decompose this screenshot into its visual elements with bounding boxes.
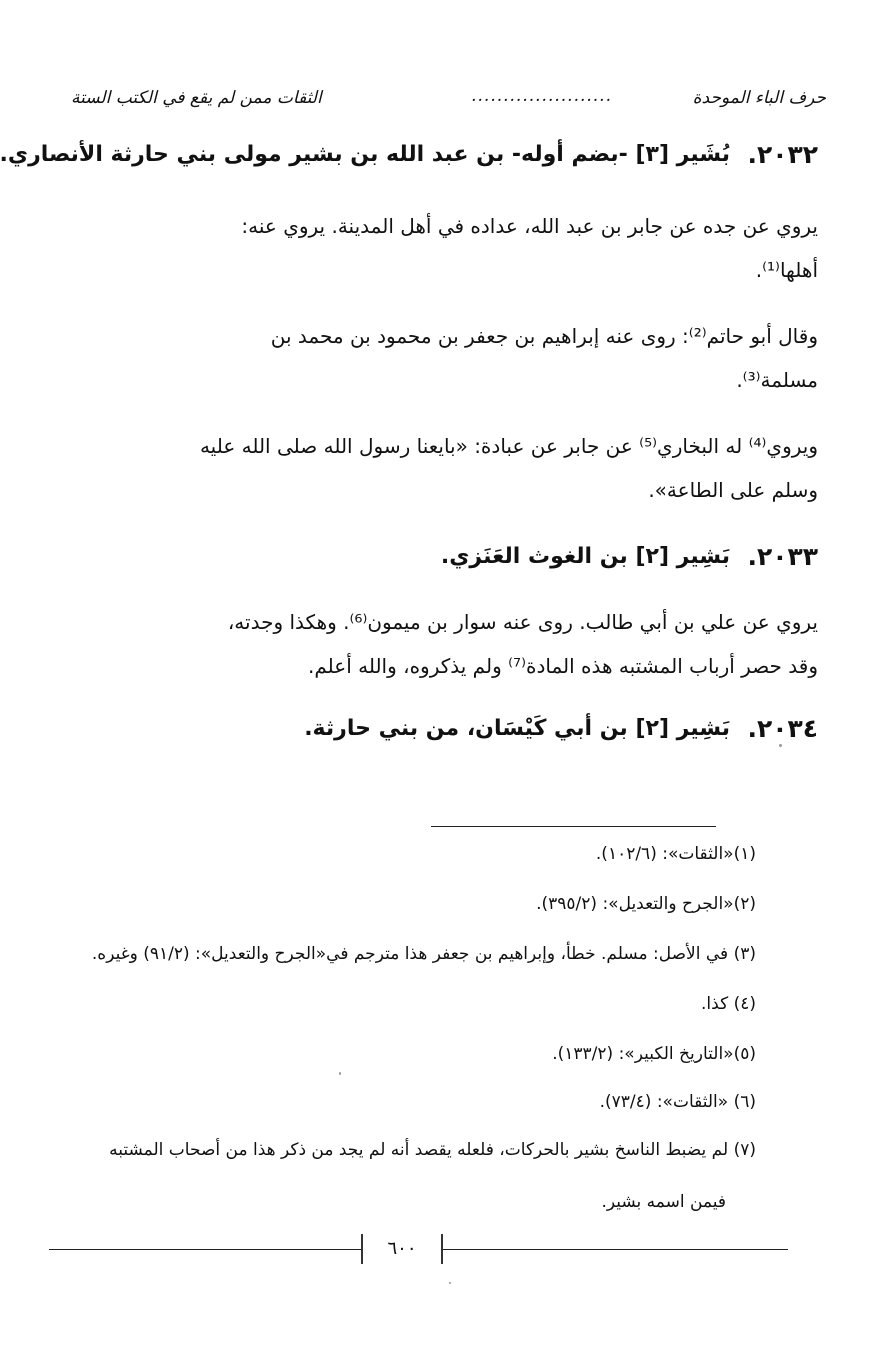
footnote-separator: [431, 826, 716, 827]
scan-speck: [339, 1072, 341, 1075]
running-header: [71, 84, 826, 116]
paragraph-line: وقال أبو حاتم⁽²⁾: روى عنه إبراهيم بن جعفر بن محمود بن محمد بن: [270, 324, 818, 348]
paragraph-line: ويروي⁽⁴⁾ له البخاري⁽⁵⁾ عن جابر عن عبادة: «بايعنا رسول الله صلى الله عليه: [199, 434, 818, 458]
entry-heading-2032: [0, 140, 818, 180]
paragraph-2: [71, 314, 818, 402]
footnote-2: (٢)«الجرح والتعديل»: (٣٩٥/٢).: [536, 894, 756, 914]
paragraph-line: يروي عن علي بن أبي طالب. روى عنه سوار بن ميمون⁽⁶⁾. وهكذا وجدته،: [227, 610, 818, 634]
paragraph-4: [71, 600, 818, 688]
header-dots: ......................: [471, 86, 612, 106]
footnote-7: (٧) لم يضبط الناسخ بشير بالحركات، فلعله يقصد أنه لم يجد من ذكر هذا من أصحاب المشتبه: [109, 1140, 756, 1160]
header-book-section: الثقات ممن لم يقع في الكتب الستة: [71, 88, 322, 108]
paragraph-3: [71, 424, 818, 512]
footnote-3: (٣) في الأصل: مسلم. خطأ، وإبراهيم بن جعفر هذا مترجم في«الجرح والتعديل»: (٩١/٢) وغيره.: [91, 944, 756, 964]
entry-heading-2034: [71, 714, 818, 754]
paragraph-line: وسلم على الطاعة».: [648, 478, 818, 502]
bottom-rule-right-segment: [441, 1249, 788, 1250]
footnote-1: (١)«الثقات»: (١٠٢/٦).: [595, 844, 756, 864]
paragraph-line: مسلمة⁽³⁾.: [736, 368, 818, 392]
entry-number: ٢٠٣٣.: [747, 542, 818, 571]
footnote-7-continuation: فيمن اسمه بشير.: [601, 1192, 726, 1212]
footnote-6: (٦) «الثقات»: (٧٣/٤).: [599, 1092, 756, 1112]
scan-speck: [779, 744, 782, 747]
paragraph-line: أهلها⁽¹⁾.: [755, 258, 818, 282]
entry-heading-2033: [71, 542, 818, 582]
entry-title: بَشِير [٢] بن الغوث العَنَزي.: [440, 544, 730, 569]
paragraph-line: يروي عن جده عن جابر بن عبد الله، عداده في أهل المدينة. يروي عنه:: [241, 214, 818, 238]
paragraph-line: وقد حصر أرباب المشتبه هذه المادة⁽⁷⁾ ولم يذكروه، والله أعلم.: [307, 654, 818, 678]
paragraph-1: [71, 204, 818, 292]
entry-number: ٢٠٣٤.: [747, 714, 818, 743]
footnote-4: (٤) كذا.: [701, 994, 756, 1014]
entry-title: بُشَير [٣] -بضم أوله- بن عبد الله بن بشير مولى بني حارثة الأنصاري.: [0, 142, 730, 167]
scan-speck: [449, 1282, 451, 1284]
page-number: ٦٠٠: [361, 1234, 443, 1264]
entry-number: ٢٠٣٢.: [747, 140, 818, 169]
header-letter-section: حرف الباء الموحدة: [692, 88, 826, 108]
entry-title: بَشِير [٢] بن أبي كَيْسَان، من بني حارثة.: [304, 716, 730, 741]
footnote-5: (٥)«التاريخ الكبير»: (١٣٣/٢).: [552, 1044, 756, 1064]
